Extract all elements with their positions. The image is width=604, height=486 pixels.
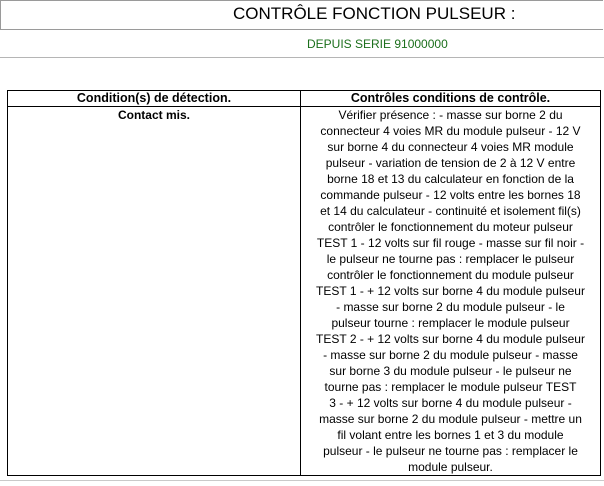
control-line: 3 - + 12 volts sur borne 4 du module pulseur - [329,396,572,410]
detection-condition-cell: Contact mis. [8,107,301,476]
control-line: - masse sur borne 2 du module pulseur - masse [323,348,578,362]
control-line: module pulseur. [408,460,493,474]
control-line: TEST 2 - + 12 volts sur borne 4 du module pulseur [316,332,585,346]
column-header-control-conditions: Contrôles conditions de contrôle. [301,91,601,107]
control-procedure-cell [301,107,601,476]
series-subtitle: DEPUIS SERIE 91000000 [307,37,448,51]
control-line: fil volant entre les bornes 1 et 3 du module [337,428,564,442]
page-title: CONTRÔLE FONCTION PULSEUR : [233,4,516,23]
control-line: pulseur - variation de tension de 2 à 12 V entre [325,156,576,170]
table-row [8,107,601,476]
bottom-divider [0,480,604,481]
control-line: connecteur 4 voies MR du module pulseur - 12 V [320,124,581,138]
control-line: Vérifier présence : - masse sur borne 2 du [338,108,563,122]
control-line: le pulseur ne tourne pas : remplacer le pulseur [326,252,575,266]
control-line: sur borne 3 du module pulseur - le pulseur ne [329,364,572,378]
control-line: pulseur - le pulseur ne tourne pas : remplacer le [323,444,578,458]
control-line: - masse sur borne 2 du module pulseur - le [336,300,565,314]
control-line: TEST 1 - 12 volts sur fil rouge - masse sur fil noir - [316,236,585,250]
column-header-detection-conditions: Condition(s) de détection. [8,91,301,107]
control-line: borne 18 et 13 du calculateur en fonction de la [327,172,574,186]
control-line: commande pulseur - 12 volts entre les bornes 18 [320,188,581,202]
header-divider [0,57,604,58]
diagnostic-table [7,90,601,476]
control-line: tourne pas : remplacer le module pulseur TEST [324,380,577,394]
table-header-row [8,91,601,107]
control-line: TEST 1 - + 12 volts sur borne 4 du module pulseur [316,284,585,298]
control-line: et 14 du calculateur - continuité et isolement fil(s) [320,204,581,218]
control-line: contrôler le fonctionnement du moteur pulseur [328,220,573,234]
control-line: sur borne 4 du connecteur 4 voies MR module [327,140,574,154]
control-line: masse sur borne 2 du module pulseur - mettre un [319,412,582,426]
control-line: contrôler le fonctionnement du module pulseur [327,268,574,282]
control-line: pulseur tourne : remplacer le module pulseur [331,316,570,330]
